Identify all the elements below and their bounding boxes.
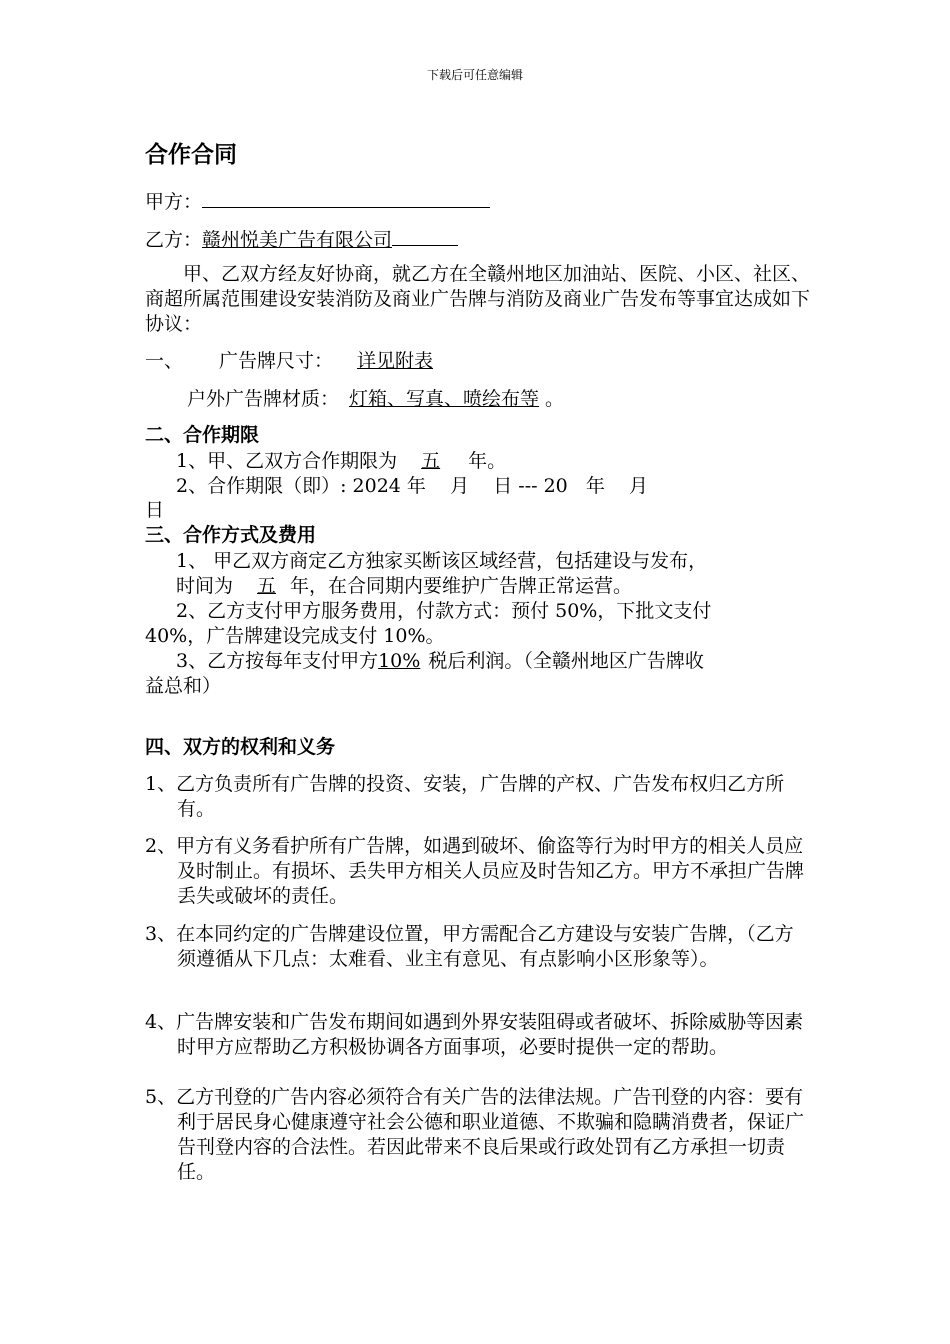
s2-line-1 [176,448,506,474]
s3-l3a-value: 10% [378,650,421,672]
section-2-title: 二、合作期限 [145,424,260,446]
s4-item-1: 1、乙方负责所有广告牌的投资、安装，广告牌的产权、广告发布权归乙方所有。 [145,773,785,820]
s4-item-5: 5、乙方刊登的广告内容必须符合有关广告的法律法规。广告刊登的内容：要有利于居民身心健康遵守社会公德和职业道德、不欺骗和隐瞒消费者，保证广告刊登内容的合法性。若因此带来不良后果或行政处罚有乙方承担一切责任。 [145,1086,805,1183]
s1-size-value: 详见附表 [357,350,434,372]
s4-item-3: 3、在本同约定的广告牌建设位置，甲方需配合乙方建设与安装广告牌，（乙方须遵循从下几点：太难看、业主有意见、有点影响小区形象等）。 [145,923,794,970]
s3-line-3a [176,648,704,674]
s3-line-1b [176,573,632,599]
s3-l3a-a: 3、乙方按每年支付甲方 [176,650,379,672]
section-4-title: 四、双方的权利和义务 [145,736,336,758]
s1-material-line [187,386,564,412]
s2-l1-a: 1、甲、乙双方合作期限为 [176,450,398,472]
contract-title: 合作合同 [145,142,237,168]
s2-l1-value: 五 [421,450,441,472]
s3-line-2a: 2、乙方支付甲方服务费用，付款方式：预付 50%，下批文支付 [176,600,712,622]
s1-label: 一、 [145,350,184,372]
s3-l1b-b: 年，在合同期内要维护广告牌正常运营。 [290,575,633,597]
s1-material-value: 灯箱、写真、喷绘布等 [349,388,540,410]
header-note: 下载后可任意编辑 [426,68,523,82]
s3-l1b-value: 五 [257,575,277,597]
party-b-label: 乙方： [145,229,203,251]
section-3-title: 三、合作方式及费用 [145,524,317,546]
s2-l1-b: 年。 [468,450,507,472]
party-b-blank [392,225,458,246]
party-b-name: 赣州悦美广告有限公司 [202,229,393,251]
party-b-line [145,225,458,253]
s1-size-label: 广告牌尺寸： [219,350,334,372]
s1-size-line [145,348,477,374]
s1-material-end: 。 [545,388,565,410]
party-a-line [145,187,490,215]
s2-line-2-tail: 日 [145,499,165,521]
party-a-blank [202,187,490,208]
s3-line-2b: 40%，广告牌建设完成支付 10%。 [145,625,445,647]
party-a-label: 甲方： [145,191,203,213]
s1-material-label: 户外广告牌材质： [187,388,340,410]
s3-line-3b: 益总和） [145,675,222,697]
s3-l1b-a: 时间为 [176,575,234,597]
s2-line-2: 2、合作期限（即）: 2024 年 月 日 --- 20 年 月 [176,475,649,497]
s3-line-1a: 1、 甲乙双方商定乙方独家买断该区域经营，包括建设与发布， [176,550,708,572]
s4-item-4: 4、广告牌安装和广告发布期间如遇到外界安装阻碍或者破坏、拆除威胁等因素时甲方应帮助乙方积极协调各方面事项，必要时提供一定的帮助。 [145,1011,804,1058]
s4-item-2: 2、甲方有义务看护所有广告牌，如遇到破坏、偷盗等行为时甲方的相关人员应及时制止。有损坏、丢失甲方相关人员应及时告知乙方。甲方不承担广告牌丢失或破坏的责任。 [145,835,805,907]
intro-paragraph: 甲、乙双方经友好协商，就乙方在全赣州地区加油站、医院、小区、社区、商超所属范围建设安装消防及商业广告牌与消防及商业广告发布等事宜达成如下协议： [145,263,811,335]
s3-l3a-b: 税后利润。（全赣州地区广告牌收 [428,650,704,672]
